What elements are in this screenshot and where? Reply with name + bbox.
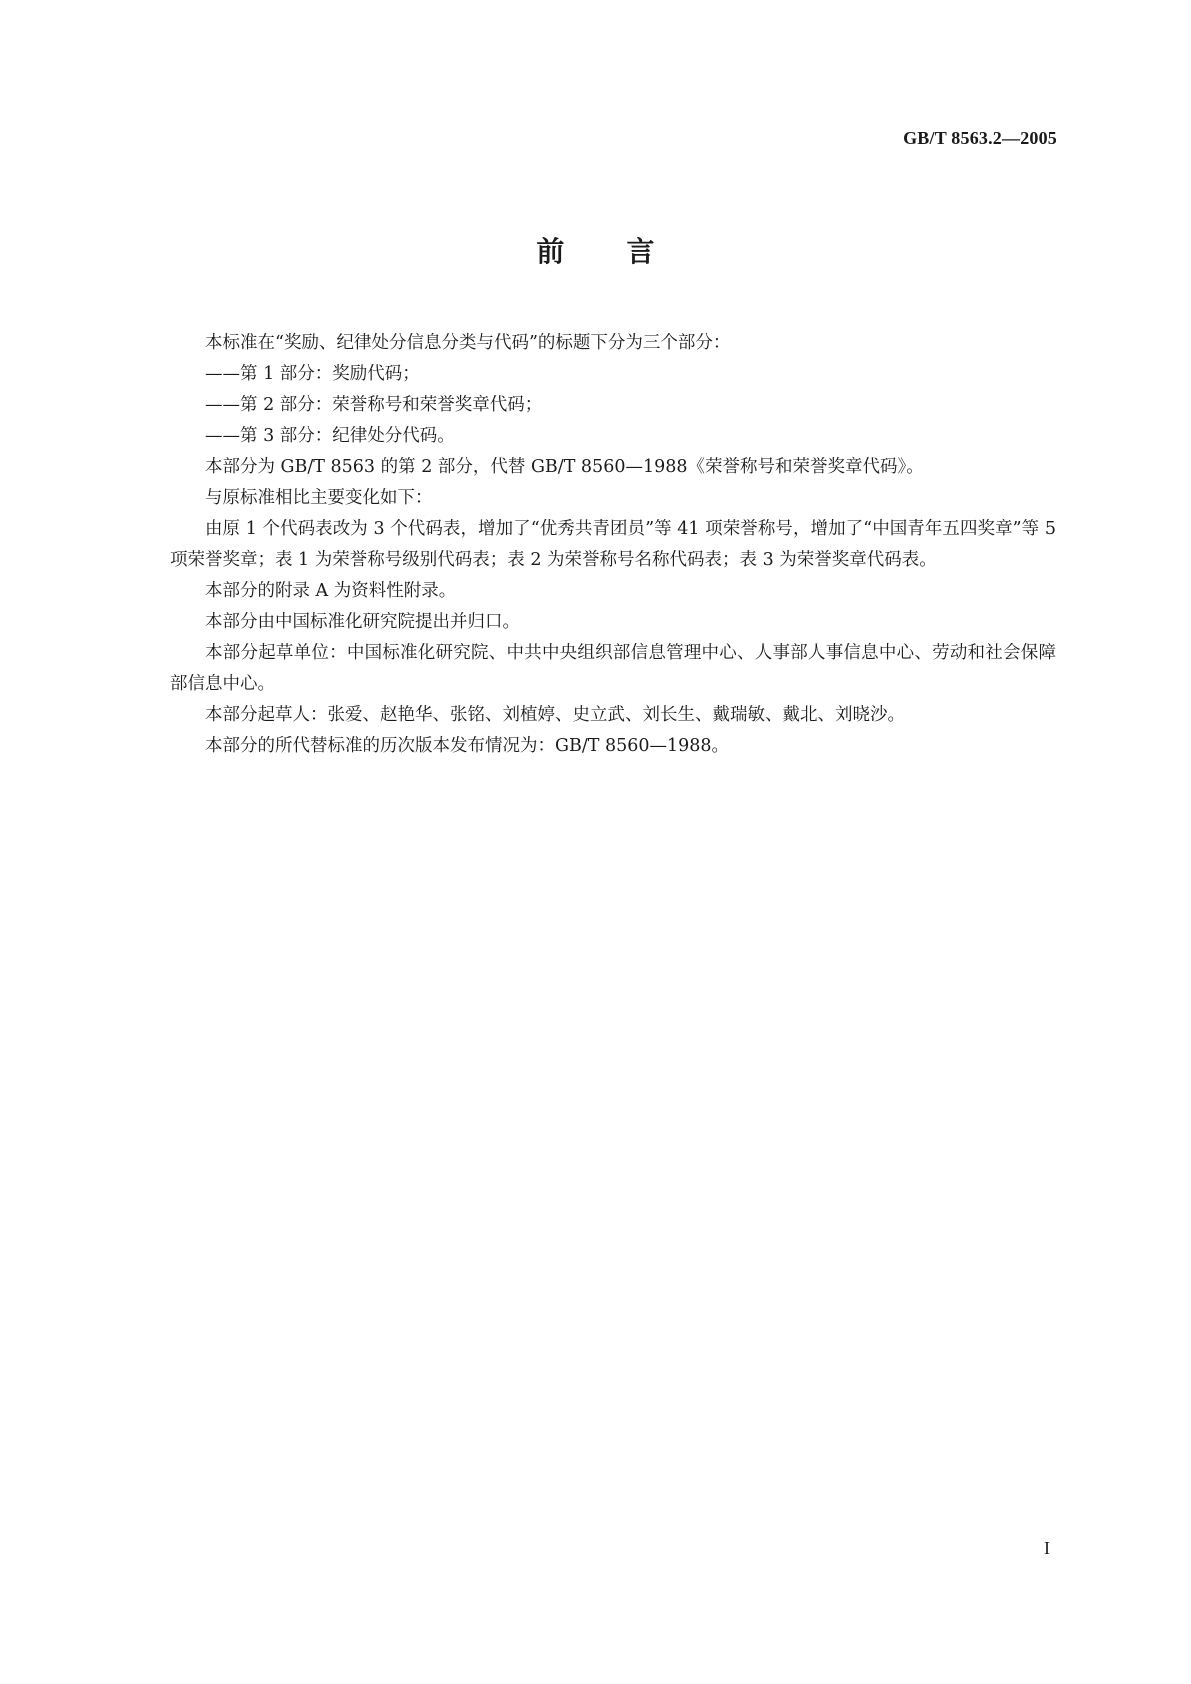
intro-paragraph: 本标准在“奖励、纪律处分信息分类与代码”的标题下分为三个部分： (205, 333, 731, 353)
history-paragraph: 本部分的所代替标准的历次版本发布情况为：GB/T 8560—1988。 (205, 736, 730, 756)
appendix-paragraph: 本部分的附录 A 为资料性附录。 (205, 581, 457, 601)
proposer-paragraph: 本部分由中国标准化研究院提出并归口。 (205, 612, 520, 632)
page-number: I (1044, 1538, 1050, 1558)
list-item-part-3: ——第 3 部分：纪律处分代码。 (205, 426, 455, 446)
changes-detail-paragraph: 由原 1 个代码表改为 3 个代码表，增加了“优秀共青团员”等 41 项荣誉称号，增加了“中国青年五四奖章”等 5 项荣誉奖章；表 1 为荣誉称号级别代码表；表 2 为荣誉称号名称代码表；表 3 为荣誉奖章代码表。 (170, 519, 1056, 570)
list-item-part-2: ——第 2 部分：荣誉称号和荣誉奖章代码； (205, 395, 543, 415)
foreword-body (170, 328, 1056, 762)
page-title: 前 言 (536, 235, 655, 268)
changes-heading-paragraph: 与原标准相比主要变化如下： (205, 488, 433, 508)
replacement-paragraph: 本部分为 GB/T 8563 的第 2 部分，代替 GB/T 8560—1988《荣誉称号和荣誉奖章代码》。 (205, 457, 924, 477)
standard-code-header: GB/T 8563.2—2005 (903, 128, 1057, 148)
drafters-paragraph: 本部分起草人：张爱、赵艳华、张铭、刘植婷、史立武、刘长生、戴瑞敏、戴北、刘晓沙。 (205, 705, 905, 725)
list-item-part-1: ——第 1 部分：奖励代码； (205, 364, 420, 384)
drafting-units-paragraph: 本部分起草单位：中国标准化研究院、中共中央组织部信息管理中心、人事部人事信息中心、劳动和社会保障部信息中心。 (170, 643, 1056, 694)
